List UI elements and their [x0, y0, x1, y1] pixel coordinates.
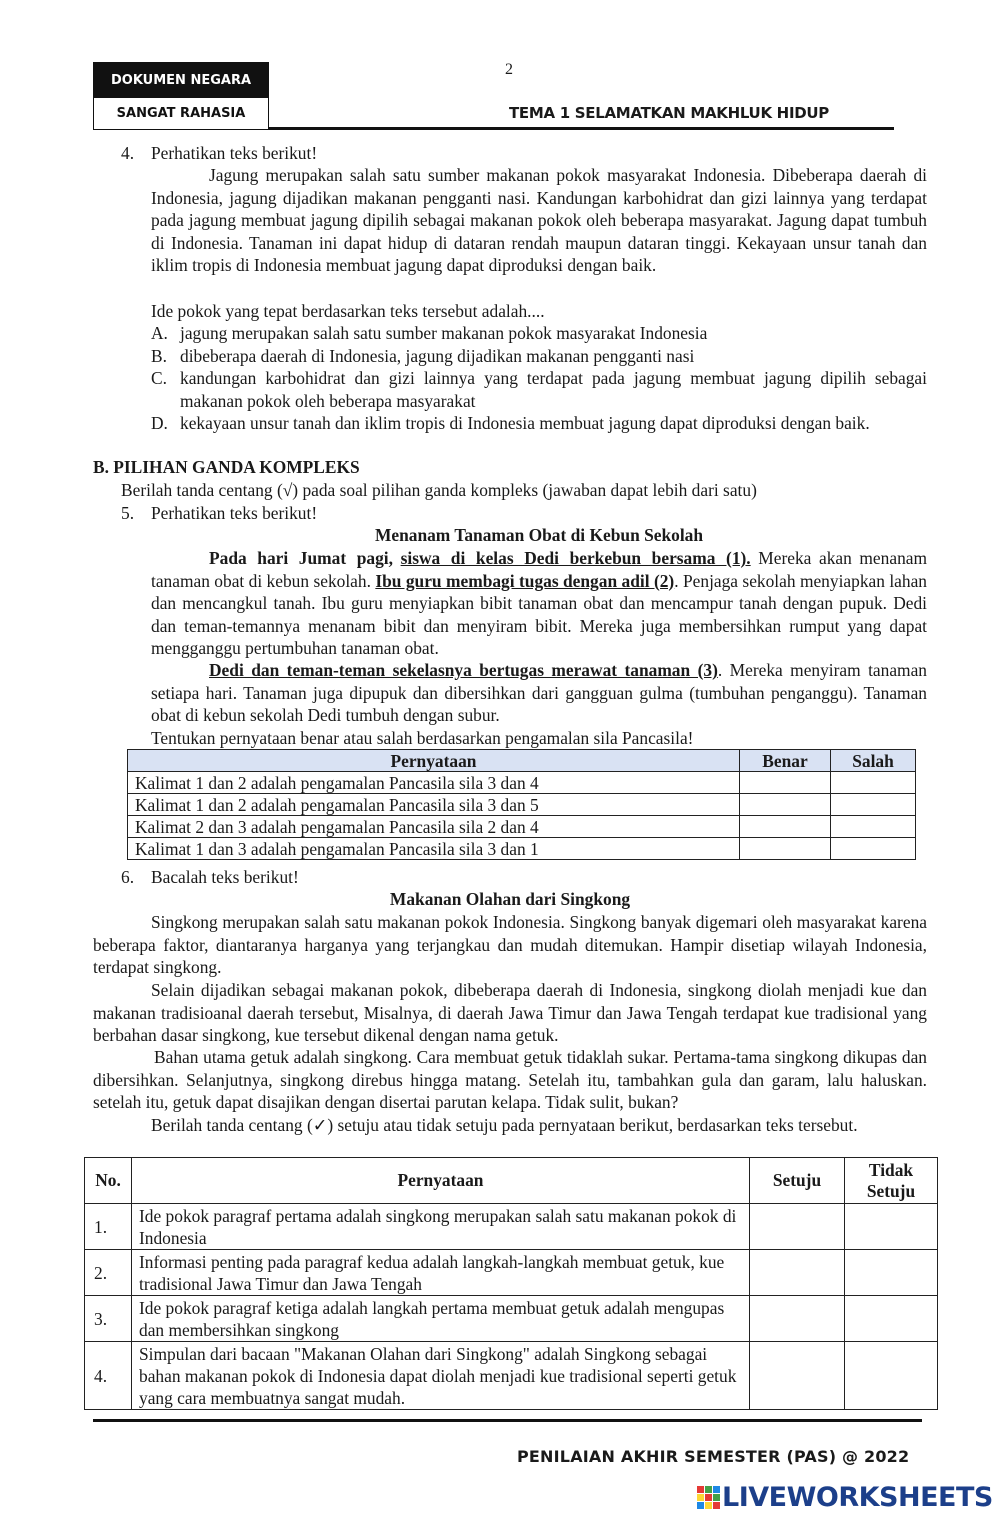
- statement-cell: Kalimat 1 dan 3 adalah pengamalan Pancasila sila 3 dan 1: [128, 838, 740, 860]
- table-row: [128, 838, 916, 860]
- q5-p1-lead: Pada hari Jumat pagi,: [209, 548, 393, 568]
- false-checkbox-cell[interactable]: [831, 816, 916, 838]
- statement-cell: Informasi penting pada paragraf kedua adalah langkah-langkah membuat getuk, kue tradisional Jawa Timur dan Jawa Tengah: [132, 1250, 750, 1296]
- q5-prompt: Perhatikan teks berikut!: [151, 503, 318, 523]
- true-checkbox-cell[interactable]: [740, 772, 831, 794]
- q5-sentence-3: Dedi dan teman-teman sekelasnya bertugas merawat tanaman (3): [209, 660, 718, 680]
- q5-p2-rest: . Mereka menyiram tanaman setiapa hari. Tanaman juga dipupuk dan dibersihkan dari gangguan gulma (tumbuhan penganggu). Tanaman obat di kebun sekolah Dedi tumbuh dengan subur.: [151, 660, 927, 726]
- column-header-agree: Setuju: [750, 1158, 845, 1204]
- row-number: 4.: [85, 1342, 132, 1410]
- column-header-number: No.: [85, 1158, 132, 1204]
- agree-checkbox-cell[interactable]: [750, 1250, 845, 1296]
- statement-cell: Kalimat 1 dan 2 adalah pengamalan Pancasila sila 3 dan 5: [128, 794, 740, 816]
- table-row: [85, 1250, 938, 1296]
- q6-statement-table: [84, 1157, 938, 1410]
- table-row: [128, 816, 916, 838]
- page-number: 2: [505, 61, 513, 78]
- statement-cell: Simpulan dari bacaan "Makanan Olahan dari Singkong" adalah Singkong sebagai bahan makanan pokok di Indonesia dapat diolah menjadi kue tradisional seperti getuk yang cara membuatnya sangat mudah.: [132, 1342, 750, 1410]
- row-number: 1.: [85, 1204, 132, 1250]
- column-header-statement: Pernyataan: [132, 1158, 750, 1204]
- agree-checkbox-cell[interactable]: [750, 1296, 845, 1342]
- statement-cell: Kalimat 1 dan 2 adalah pengamalan Pancasila sila 3 dan 4: [128, 772, 740, 794]
- disagree-checkbox-cell[interactable]: [845, 1204, 938, 1250]
- column-header-false: Salah: [831, 750, 916, 772]
- q4-prompt: Perhatikan teks berikut!: [151, 143, 318, 163]
- q4-number: 4.: [121, 143, 135, 163]
- q6-prompt: Bacalah teks berikut!: [151, 867, 299, 887]
- secrecy-label: SANGAT RAHASIA: [93, 98, 269, 130]
- q4-option-a[interactable]: jagung merupakan salah satu sumber makanan pokok masyarakat Indonesia: [180, 323, 708, 343]
- q4-option-d[interactable]: kekayaan unsur tanah dan iklim tropis di Indonesia membuat jagung dapat diproduksi dengan baik.: [180, 413, 870, 433]
- table-row: [85, 1204, 938, 1250]
- q6-paragraph-3: Bahan utama getuk adalah singkong. Cara membuat getuk tidaklah sukar. Pertama-tama singkong dikupas dan dibersihkan. Selanjutnya, singkong direbus hingga matang. Setelah itu, tambahkan gula dan garam, lalu haluskan. setelah itu, getuk dapat disajikan dengan disertai parutan kelapa. Tidak sulit, bukan?: [93, 1047, 927, 1113]
- agree-checkbox-cell[interactable]: [750, 1342, 845, 1410]
- false-checkbox-cell[interactable]: [831, 772, 916, 794]
- q6-paragraph-2: Selain dijadikan sebagai makanan pokok, dibeberapa daerah di Indonesia, singkong diolah menjadi kue dan makanan tradisioanal daerah tersebut, Misalnya, di daerah Jawa Timur dan Jawa Tengah terdapat kue tradisional yang berbahan dasar singkong, kue tersebut dikenal dengan nama getuk.: [93, 980, 927, 1046]
- q6-paragraph-1: Singkong merupakan salah satu makanan pokok Indonesia. Singkong banyak digemari oleh masyarakat karena beberapa faktor, diantaranya harganya yang terjangkau dan mudah ditemukan. Hampir disetiap wilayah Indonesia, terdapat singkong.: [93, 912, 927, 978]
- q5-paragraph-1: [151, 547, 927, 660]
- q6-number: 6.: [121, 867, 135, 887]
- q5-sentence-1: siswa di kelas Dedi berkebun bersama (1).: [400, 548, 751, 568]
- q5-sentence-2: Ibu guru membagi tugas dengan adil (2): [375, 570, 675, 591]
- q4-option-b[interactable]: dibeberapa daerah di Indonesia, jagung dijadikan makanan pengganti nasi: [180, 346, 695, 366]
- header-divider: [268, 127, 894, 130]
- document-classification-label: DOKUMEN NEGARA: [93, 62, 269, 98]
- false-checkbox-cell[interactable]: [831, 838, 916, 860]
- q4-option-letter[interactable]: C.: [151, 368, 167, 388]
- agree-checkbox-cell[interactable]: [750, 1204, 845, 1250]
- liveworksheets-wordmark: LIVEWORKSHEETS: [722, 1482, 993, 1513]
- statement-cell: Kalimat 2 dan 3 adalah pengamalan Pancasila sila 2 dan 4: [128, 816, 740, 838]
- q4-option-letter[interactable]: A.: [151, 323, 168, 343]
- q5-paragraph-2: [151, 659, 927, 727]
- q5-statement-table: [127, 749, 916, 860]
- disagree-checkbox-cell[interactable]: [845, 1342, 938, 1410]
- true-checkbox-cell[interactable]: [740, 838, 831, 860]
- q4-passage: Jagung merupakan salah satu sumber makanan pokok masyarakat Indonesia. Dibeberapa daerah di Indonesia, jagung dijadikan makanan pengganti nasi. Kandungan karbohidrat dan gizi lainnya yang terdapat pada jagung membuat jagung dipilih sebagai makanan pokok oleh beberapa masyarakat. Jagung dapat tumbuh di Indonesia. Tanaman ini dapat hidup di dataran rendah maupun dataran tinggi. Kekayaan unsur tanah dan iklim tropis di Indonesia membuat jagung dapat diproduksi dengan baik.: [151, 165, 927, 276]
- true-checkbox-cell[interactable]: [740, 794, 831, 816]
- q5-p1-rest: . Penjaga sekolah menyiapkan lahan dan mencangkul tanah. Ibu guru menyiapkan bibit tanaman obat dan mencampur tanah dengan pupuk. Dedi dan teman-temannya menanam bibit dan menyiram bibit. Mereka juga membersihkan rumput yang dapat mengganggu pertumbuhan tanaman obat.: [151, 570, 927, 659]
- liveworksheets-grid-icon: [697, 1486, 720, 1509]
- q4-question: Ide pokok yang tepat berdasarkan teks tersebut adalah....: [151, 301, 545, 321]
- section-b-heading: B. PILIHAN GANDA KOMPLEKS: [93, 457, 360, 477]
- table-row: [85, 1342, 938, 1410]
- disagree-checkbox-cell[interactable]: [845, 1250, 938, 1296]
- q4-option-c[interactable]: kandungan karbohidrat dan gizi lainnya yang terdapat pada jagung membuat jagung dipilih sebagai makanan pokok oleh beberapa masyarakat: [180, 368, 927, 411]
- section-b-instruction: Berilah tanda centang (√) pada soal pilihan ganda kompleks (jawaban dapat lebih dari satu): [121, 480, 757, 500]
- q5-number: 5.: [121, 503, 135, 523]
- q5-task: Tentukan pernyataan benar atau salah berdasarkan pengamalan sila Pancasila!: [151, 728, 694, 748]
- table-header-row: [85, 1158, 938, 1204]
- q5-p1-middle: Mereka akan menanam tanaman obat di kebun sekolah.: [151, 548, 928, 591]
- footer-exam-label: PENILAIAN AKHIR SEMESTER (PAS) @ 2022: [517, 1447, 910, 1466]
- column-header-disagree: Tidak Setuju: [845, 1158, 938, 1204]
- row-number: 3.: [85, 1296, 132, 1342]
- q6-passage-title: Makanan Olahan dari Singkong: [389, 889, 631, 909]
- false-checkbox-cell[interactable]: [831, 794, 916, 816]
- footer-divider: [93, 1419, 922, 1422]
- table-row: [85, 1296, 938, 1342]
- disagree-checkbox-cell[interactable]: [845, 1296, 938, 1342]
- statement-cell: Ide pokok paragraf pertama adalah singkong merupakan salah satu makanan pokok di Indonesia: [132, 1204, 750, 1250]
- q6-task: Berilah tanda centang (✓) setuju atau tidak setuju pada pernyataan berikut, berdasarkan teks tersebut.: [151, 1115, 858, 1135]
- q4-option-letter[interactable]: D.: [151, 413, 168, 433]
- statement-cell: Ide pokok paragraf ketiga adalah langkah pertama membuat getuk adalah mengupas dan membersihkan singkong: [132, 1296, 750, 1342]
- q5-passage-title: Menanam Tanaman Obat di Kebun Sekolah: [374, 525, 704, 545]
- table-row: [128, 772, 916, 794]
- column-header-true: Benar: [740, 750, 831, 772]
- theme-title: TEMA 1 SELAMATKAN MAKHLUK HIDUP: [509, 104, 829, 122]
- liveworksheets-logo: [697, 1482, 993, 1513]
- row-number: 2.: [85, 1250, 132, 1296]
- table-header-row: [128, 750, 916, 772]
- true-checkbox-cell[interactable]: [740, 816, 831, 838]
- table-row: [128, 794, 916, 816]
- column-header-statement: Pernyataan: [128, 750, 740, 772]
- q4-option-letter[interactable]: B.: [151, 346, 167, 366]
